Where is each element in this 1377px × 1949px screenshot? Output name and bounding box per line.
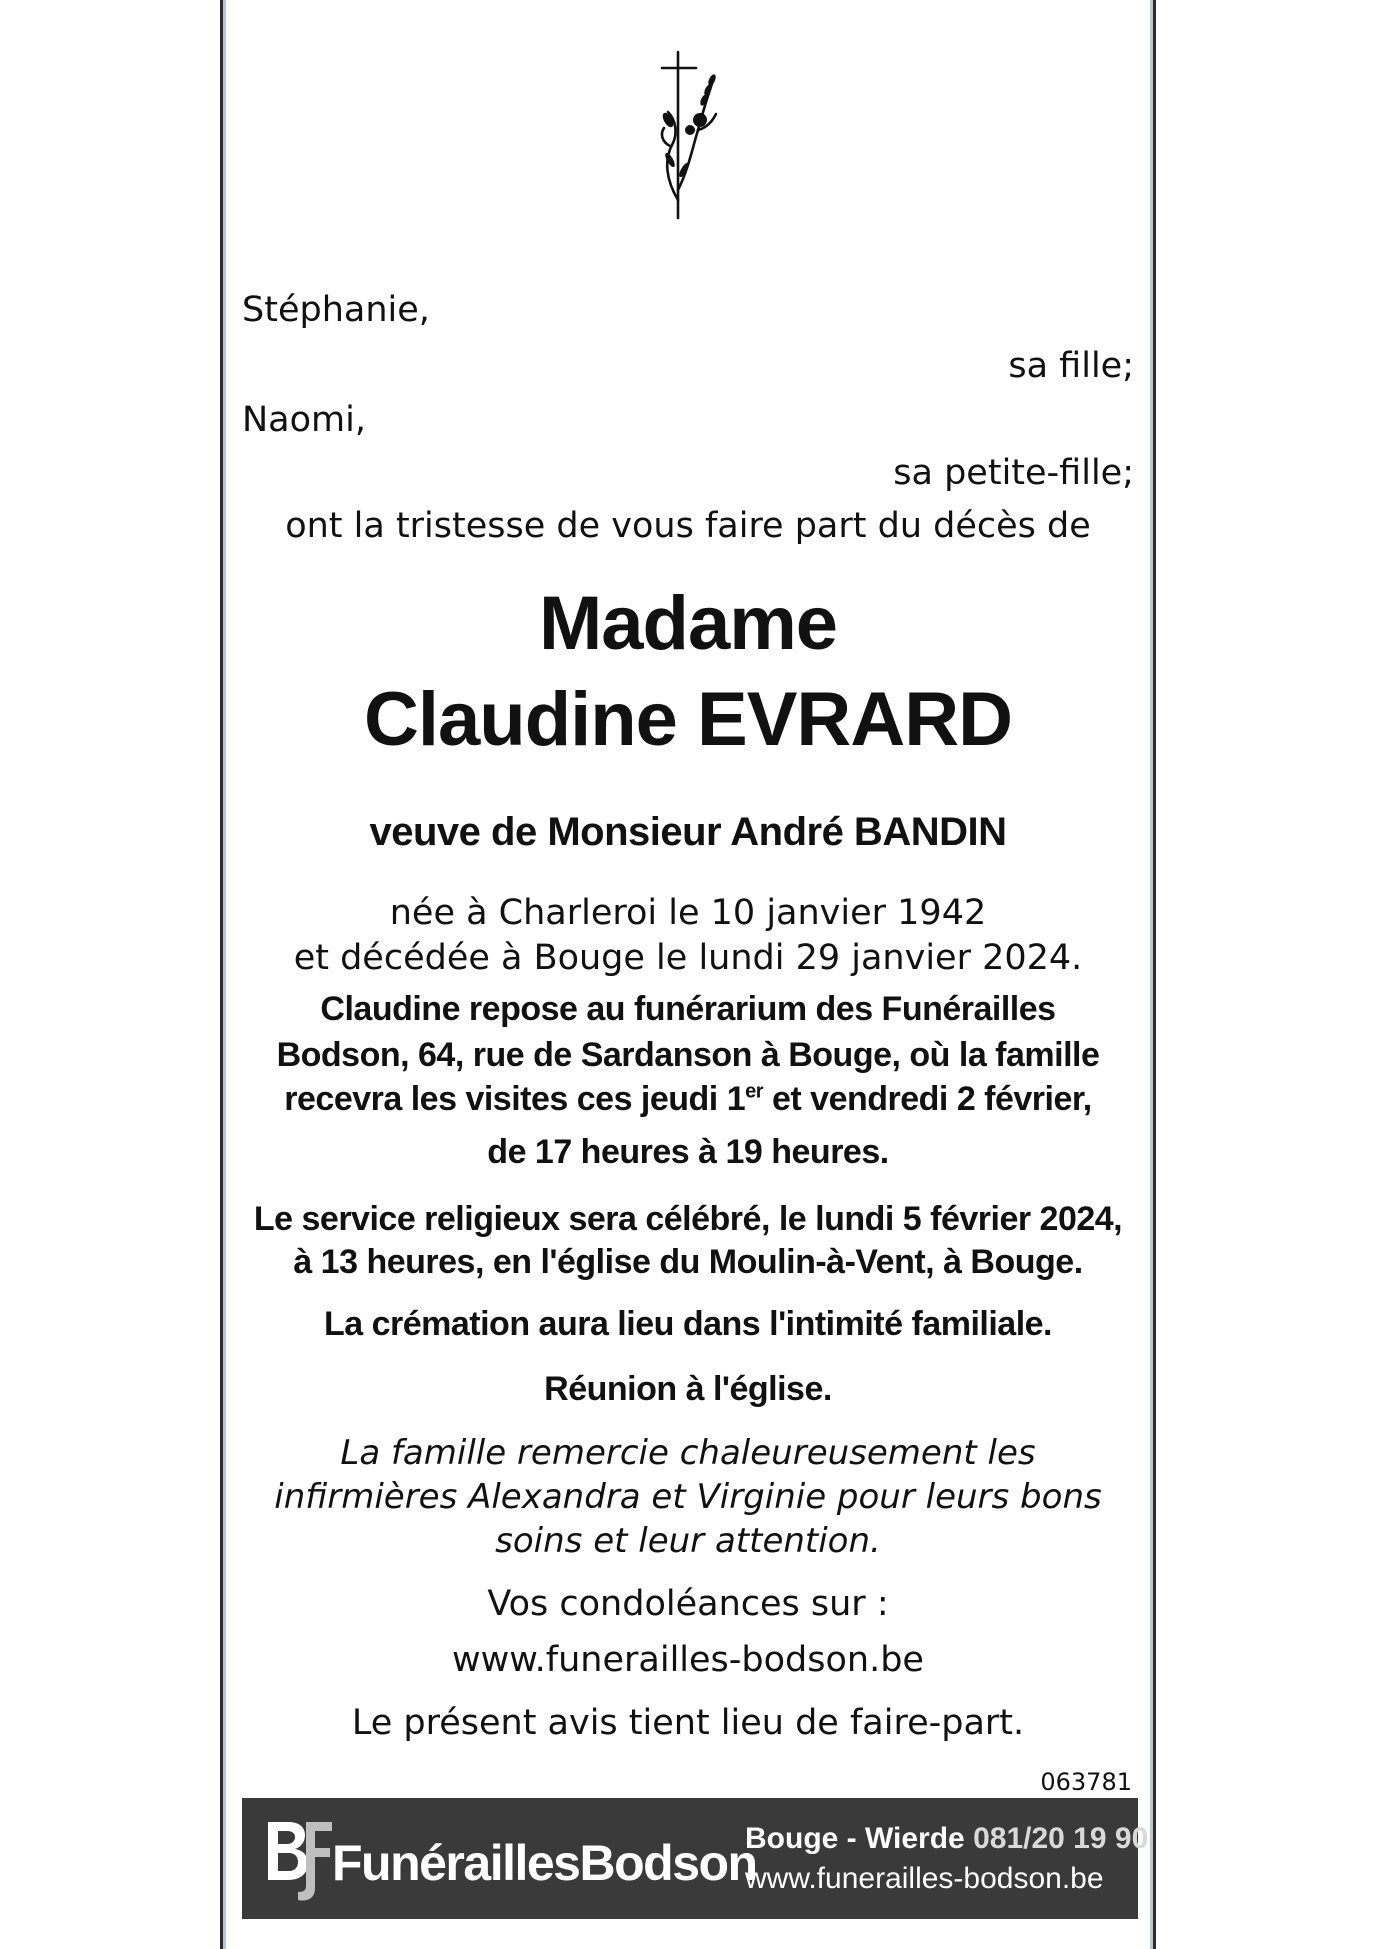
thanks-line-1: La famille remercie chaleureusement les: [340, 1433, 1036, 1473]
visitation-hours: de 17 heures à 19 heures.: [487, 1133, 889, 1171]
family-member-relation-granddaughter: sa petite-fille;: [893, 453, 1134, 493]
reference-number: 063781: [1040, 1768, 1132, 1796]
funeral-home-banner: [242, 1798, 1149, 1919]
deceased-title: Madame: [538, 581, 838, 666]
location-text: Bouge - Wierde: [745, 1822, 965, 1855]
notice-statement: Le présent avis tient lieu de faire-part.: [351, 1703, 1025, 1743]
family-member-relation-daughter: sa fille;: [1008, 346, 1134, 386]
meeting-text: Réunion à l'église.: [544, 1370, 832, 1408]
birth-text: née à Charleroi le 10 janvier 1942: [389, 893, 987, 933]
announcement-text: ont la tristesse de vous faire part du décès de: [285, 506, 1091, 546]
service-line-1: Le service religieux sera célébré, le lundi 5 février 2024,: [253, 1200, 1123, 1238]
visitation-line-1: Claudine repose au funérarium des Funérailles: [320, 990, 1056, 1028]
service-line-2: à 13 heures, en l'église du Moulin-à-Vent, à Bouge.: [293, 1243, 1083, 1281]
visitation-line-2: Bodson, 64, rue de Sardanson à Bouge, où la famille: [276, 1036, 1100, 1074]
phone-number[interactable]: 081/20 19 90: [973, 1822, 1149, 1855]
cremation-text: La crémation aura lieu dans l'intimité familiale.: [323, 1305, 1053, 1343]
family-member-name-stephanie: Stéphanie,: [242, 290, 430, 330]
visitation-line-3: recevra les visites ces jeudi 1er et vendredi 2 février,: [284, 1080, 1092, 1118]
family-member-name-naomi: Naomi,: [242, 400, 366, 440]
condolences-url[interactable]: www.funerailles-bodson.be: [452, 1640, 924, 1680]
contact-line: [745, 1822, 1148, 1856]
thanks-line-2: infirmières Alexandra et Virginie pour leurs bons: [274, 1477, 1102, 1517]
brand-name: FunéraillesBodson: [332, 1835, 757, 1891]
website-link[interactable]: www.funerailles-bodson.be: [745, 1862, 1104, 1895]
cross-with-flowers-icon: [658, 50, 718, 220]
thanks-line-3: soins et leur attention.: [495, 1521, 881, 1561]
deceased-name: Claudine EVRARD: [364, 677, 1012, 762]
bodson-logo-icon: [262, 1814, 336, 1904]
death-text: et décédée à Bouge le lundi 29 janvier 2024.: [293, 938, 1083, 978]
widow-of-text: veuve de Monsieur André BANDIN: [369, 810, 1007, 854]
condolences-label: Vos condoléances sur :: [487, 1584, 889, 1624]
